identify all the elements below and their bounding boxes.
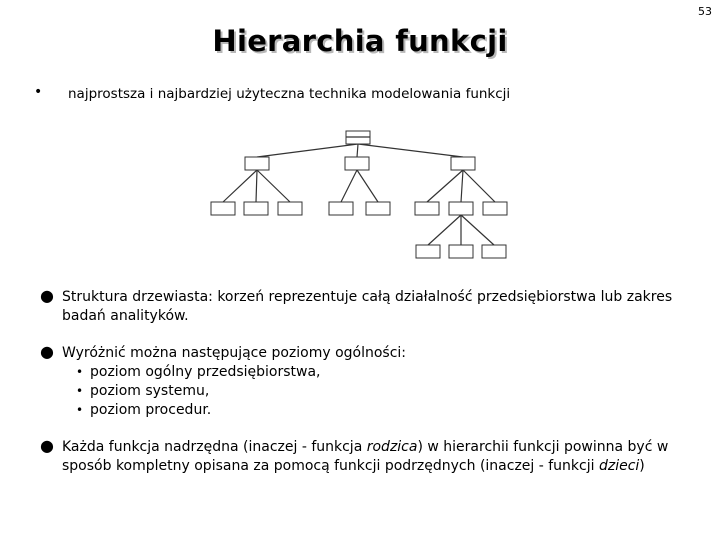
level-item: poziom procedur.	[90, 402, 212, 418]
page-number: 53	[698, 5, 712, 18]
bullet-dot-icon: •	[76, 365, 84, 379]
text-part: ) w hierarchii funkcji powinna być w	[417, 439, 669, 455]
bullet-dot-icon: ●	[40, 286, 54, 305]
text-part: )	[639, 458, 645, 474]
bullet-dot-icon: ●	[40, 436, 54, 455]
tree-node	[345, 157, 369, 170]
point1-line1: Struktura drzewiasta: korzeń reprezentuje całą działalność przedsiębiorstwa lub zakres	[62, 289, 673, 305]
tree-node	[244, 202, 268, 215]
emphasis-children: dzieci	[598, 458, 640, 474]
tree-node	[366, 202, 390, 215]
tree-node	[329, 202, 353, 215]
bullet-dot-icon: •	[76, 384, 84, 398]
tree-node	[483, 202, 507, 215]
emphasis-parent: rodzica	[366, 439, 418, 455]
point3-line1	[62, 437, 668, 457]
tree-node	[449, 245, 473, 258]
level-item: poziom ogólny przedsiębiorstwa,	[90, 364, 321, 380]
level-item: poziom systemu,	[90, 383, 210, 399]
tree-node	[245, 157, 269, 170]
tree-node	[416, 245, 440, 258]
point2-heading: Wyróżnić można następujące poziomy ogólności:	[62, 345, 407, 361]
tree-node	[211, 202, 235, 215]
tree-node	[415, 202, 439, 215]
point3-line2	[62, 456, 645, 476]
tree-node	[451, 157, 475, 170]
text-part: Każda funkcja nadrzędna (inaczej - funkcja	[62, 439, 367, 455]
intro-text: najprostsza i najbardziej użyteczna technika modelowania funkcji	[68, 86, 511, 102]
bullet-dot-icon: ●	[40, 342, 54, 361]
page-title: Hierarchia funkcji	[212, 24, 508, 58]
tree-node	[278, 202, 302, 215]
point1-line2: badań analityków.	[62, 308, 189, 324]
bullet-dot-icon: •	[34, 84, 43, 100]
bullet-dot-icon: •	[76, 403, 84, 417]
text-part: sposób kompletny opisana za pomocą funkcji podrzędnych (inaczej - funkcji	[62, 458, 599, 474]
tree-node	[482, 245, 506, 258]
tree-node	[449, 202, 473, 215]
